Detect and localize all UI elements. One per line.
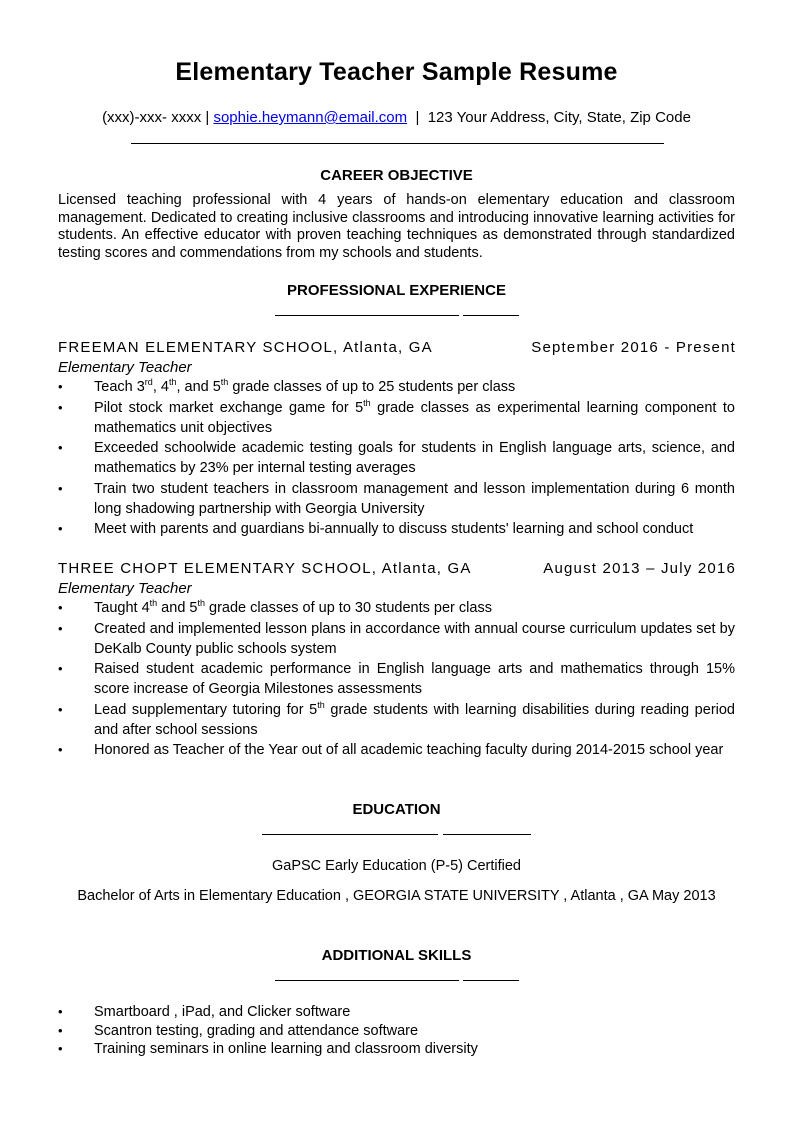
list-item: • Train two student teachers in classroom management and lesson implementation during 6 month long shadowing partnership with Georgia University — [58, 480, 735, 517]
experience-heading: PROFESSIONAL EXPERIENCE — [287, 282, 506, 299]
address-text: 123 Your Address, City, State, Zip Code — [427, 109, 691, 126]
objective-text: Licensed teaching professional with 4 years of hands-on elementary education and classroom management. Dedicated to creating inclusive classrooms and introducing innovative learning activities for students. An effective educator with proven teaching techniques as demonstrated through standardized testing scores and commendations from my schools and students. — [58, 192, 735, 261]
bullet-icon: • — [58, 1041, 63, 1056]
job-role: Elementary Teacher — [58, 580, 192, 597]
experience-underline — [275, 315, 459, 316]
skills-underline — [463, 980, 519, 981]
list-item: • Lead supplementary tutoring for 5th grade students with learning disabilities during reading period and after school sessions — [58, 699, 735, 738]
skills-heading: ADDITIONAL SKILLS — [321, 947, 472, 964]
list-item: • Created and implemented lesson plans in accordance with annual course curriculum updates set by DeKalb County public schools system — [58, 620, 735, 657]
bullet-icon: • — [58, 480, 63, 496]
education-underline — [262, 834, 438, 835]
job-bullet-list — [58, 598, 735, 761]
bullet-icon: • — [58, 742, 63, 757]
skills-underline — [275, 980, 459, 981]
skills-list — [58, 1003, 735, 1059]
contact-separator: | — [415, 109, 420, 126]
list-item: • Meet with parents and guardians bi-annually to discuss students' learning and school conduct — [58, 521, 694, 537]
list-item: • Taught 4th and 5th grade classes of up to 30 students per class — [58, 598, 492, 616]
company-name: THREE CHOPT ELEMENTARY SCHOOL, Atlanta, GA — [58, 560, 472, 577]
company-name: FREEMAN ELEMENTARY SCHOOL, Atlanta, GA — [58, 339, 433, 356]
list-item: • Teach 3rd, 4th, and 5th grade classes of up to 25 students per class — [58, 377, 516, 395]
list-item: • Smartboard , iPad, and Clicker software — [58, 1004, 351, 1020]
job-dates: September 2016 - Present — [531, 339, 736, 356]
job-bullet-list — [58, 377, 735, 540]
certification-text: GaPSC Early Education (P-5) Certified — [271, 858, 521, 874]
phone-number: (xxx)-xxx- xxxx — [102, 109, 202, 126]
bullet-icon: • — [58, 1004, 63, 1019]
bullet-icon: • — [58, 399, 63, 415]
contact-line — [0, 109, 793, 126]
bullet-icon: • — [58, 701, 63, 717]
job-header — [58, 339, 736, 356]
education-heading: EDUCATION — [352, 801, 441, 818]
bullet-icon: • — [58, 379, 63, 394]
bullet-icon: • — [58, 620, 63, 636]
education-underline — [443, 834, 531, 835]
list-item: • Training seminars in online learning and classroom diversity — [58, 1041, 478, 1057]
list-item: • Pilot stock market exchange game for 5th grade classes as experimental learning component to mathematics unit objectives — [58, 397, 735, 436]
list-item: • Honored as Teacher of the Year out of all academic teaching faculty during 2014-2015 school year — [58, 742, 724, 758]
objective-heading: CAREER OBJECTIVE — [320, 167, 473, 184]
bullet-icon: • — [58, 600, 63, 615]
resume-title: Elementary Teacher Sample Resume — [175, 58, 618, 86]
list-item: • Exceeded schoolwide academic testing goals for students in English language arts, science, and mathematics by 23% per internal testing averages — [58, 440, 735, 476]
degree-text: Bachelor of Arts in Elementary Education , GEORGIA STATE UNIVERSITY , Atlanta , GA May 2013 — [77, 888, 716, 904]
email-link[interactable]: sophie.heymann@email.com — [213, 109, 408, 126]
experience-underline — [463, 315, 519, 316]
bullet-icon: • — [58, 440, 63, 455]
contact-separator: | — [205, 109, 210, 126]
job-header — [58, 560, 736, 577]
header-divider — [131, 143, 664, 144]
job-role: Elementary Teacher — [58, 359, 192, 376]
list-item: • Raised student academic performance in English language arts and mathematics through 15% score increase of Georgia Milestones assessments — [58, 661, 735, 697]
bullet-icon: • — [58, 661, 63, 676]
list-item: • Scantron testing, grading and attendance software — [58, 1022, 419, 1039]
bullet-icon: • — [58, 521, 63, 536]
job-dates: August 2013 – July 2016 — [543, 560, 736, 577]
bullet-icon: • — [58, 1022, 63, 1038]
